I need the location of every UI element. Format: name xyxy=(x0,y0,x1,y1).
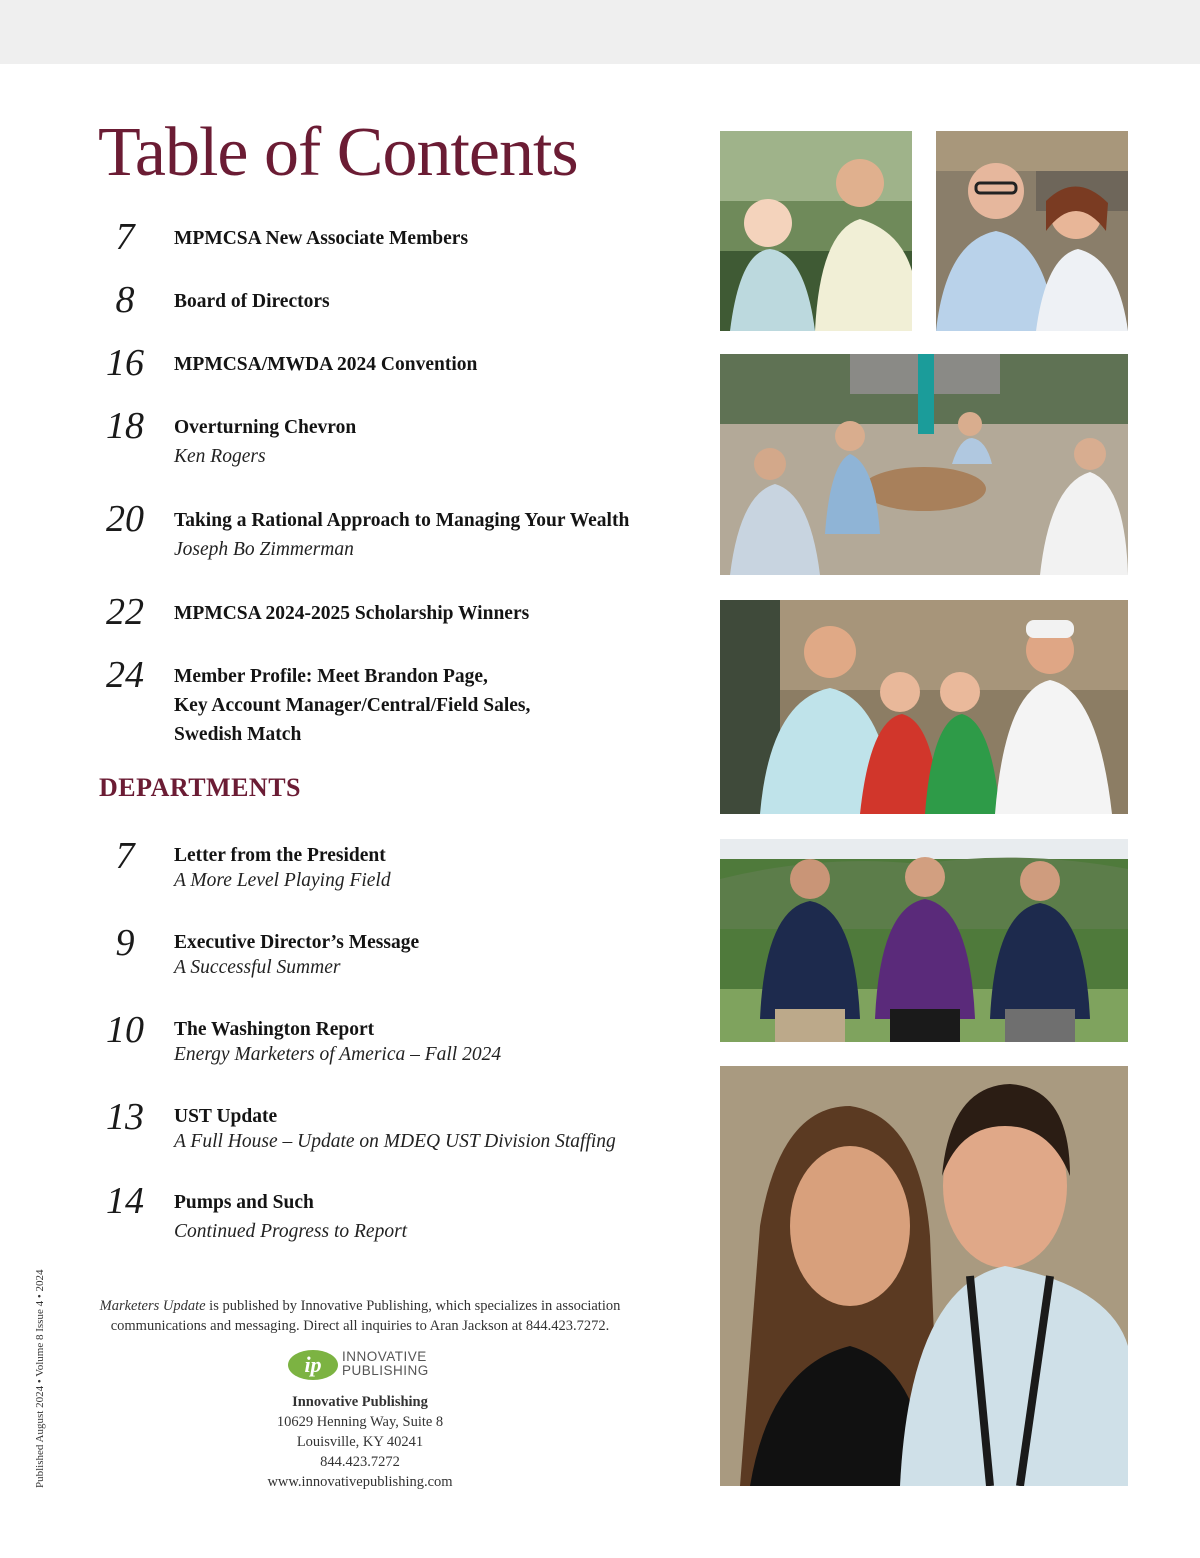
publisher-note xyxy=(92,1296,628,1336)
photo-couple xyxy=(936,131,1128,331)
entry-title: Taking a Rational Approach to Managing Your Wealth xyxy=(174,510,630,531)
page-number: 22 xyxy=(106,591,144,633)
departments-heading: DEPARTMENTS xyxy=(99,773,302,802)
entry-title: MPMCSA 2024-2025 Scholarship Winners xyxy=(174,603,530,624)
publisher-logo xyxy=(288,1348,438,1384)
page-number: 9 xyxy=(115,922,135,964)
entry-title-line: Key Account Manager/Central/Field Sales, xyxy=(174,695,531,716)
photo-father-child xyxy=(720,131,912,331)
entry-title: Overturning Chevron xyxy=(174,417,357,438)
street: 10629 Henning Way, Suite 8 xyxy=(276,1414,444,1430)
entry-title: MPMCSA/MWDA 2024 Convention xyxy=(174,354,478,375)
photo-couple-lanyards xyxy=(720,1066,1128,1486)
page-number: 20 xyxy=(106,498,144,540)
photo-golfers xyxy=(720,839,1128,1042)
entry-title: Executive Director’s Message xyxy=(174,932,420,953)
entry-title: The Washington Report xyxy=(174,1019,375,1040)
photo-group-four xyxy=(720,600,1128,814)
publisher-address xyxy=(220,1392,500,1492)
entry-author: Ken Rogers xyxy=(174,446,266,467)
entry-title-line: Swedish Match xyxy=(174,724,302,745)
page-number: 7 xyxy=(115,835,135,877)
entry-author: Joseph Bo Zimmerman xyxy=(174,539,354,560)
logo-line: PUBLISHING xyxy=(342,1363,429,1378)
logo-mark: ip xyxy=(288,1350,338,1380)
entry-title: Board of Directors xyxy=(174,291,330,312)
entry-title: Pumps and Such xyxy=(174,1192,314,1213)
publication-side-text: Published August 2024 • Volume 8 Issue 4 • 2024 xyxy=(34,1269,46,1488)
publication-name: Marketers Update xyxy=(99,1298,206,1314)
page-number: 18 xyxy=(106,405,144,447)
page-number: 8 xyxy=(115,279,135,321)
page-number: 10 xyxy=(106,1009,144,1051)
phone: 844.423.7272 xyxy=(320,1454,400,1470)
page-title: Table of Contents xyxy=(98,114,578,191)
website[interactable]: www.innovativepublishing.com xyxy=(267,1474,453,1490)
page-number: 14 xyxy=(106,1180,144,1222)
page-number: 13 xyxy=(106,1096,144,1138)
entry-subtitle: A Full House – Update on MDEQ UST Division Staffing xyxy=(174,1131,616,1152)
entry-title: MPMCSA New Associate Members xyxy=(174,228,469,249)
page-number: 16 xyxy=(106,342,144,384)
photo-patio-gathering xyxy=(720,354,1128,575)
company-name: Innovative Publishing xyxy=(292,1394,428,1410)
logo-line: INNOVATIVE xyxy=(342,1349,427,1364)
entry-subtitle: A More Level Playing Field xyxy=(174,870,391,891)
page-number: 24 xyxy=(106,654,144,696)
entry-title: UST Update xyxy=(174,1106,278,1127)
entry-subtitle: Continued Progress to Report xyxy=(174,1221,408,1242)
publisher-note-text: is published by Innovative Publishing, which specializes in association communications and messaging. Direct all inquiries to Aran Jackson at 844.423.7272. xyxy=(110,1298,621,1334)
entry-title: Letter from the President xyxy=(174,845,386,866)
city: Louisville, KY 40241 xyxy=(296,1434,424,1450)
entry-title-line: Member Profile: Meet Brandon Page, xyxy=(174,666,488,687)
entry-subtitle: A Successful Summer xyxy=(174,957,341,978)
page-number: 7 xyxy=(115,216,135,258)
top-bar xyxy=(0,0,1200,64)
entry-subtitle: Energy Marketers of America – Fall 2024 xyxy=(174,1044,502,1065)
